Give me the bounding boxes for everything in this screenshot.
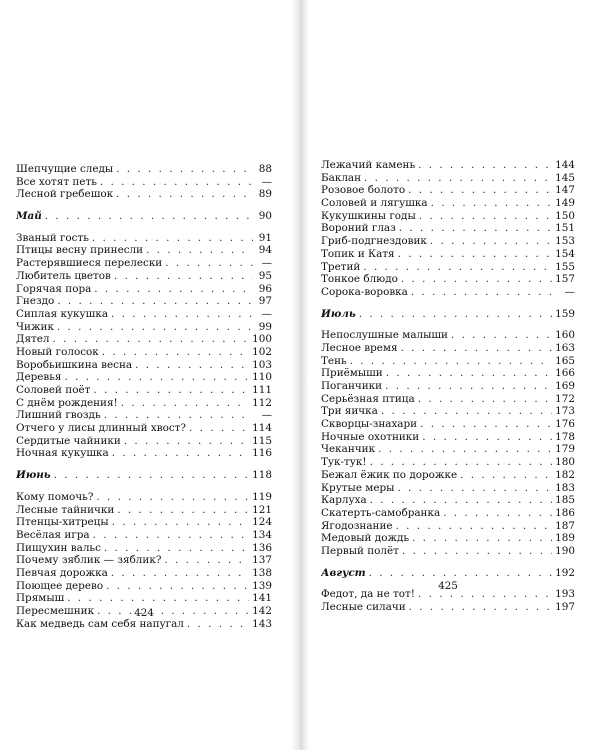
toc-entry bbox=[321, 261, 575, 274]
toc-entry-page: 160 bbox=[555, 329, 575, 342]
dot-leader bbox=[54, 469, 250, 482]
toc-entry-title: Чеканчик bbox=[321, 443, 376, 456]
toc-entry bbox=[16, 592, 272, 605]
toc-entry bbox=[321, 494, 575, 507]
toc-entry-page: 112 bbox=[252, 396, 272, 409]
dot-leader bbox=[116, 163, 253, 176]
dot-leader bbox=[419, 210, 552, 223]
dot-leader bbox=[431, 197, 553, 210]
toc-entry-title: Вороний глаз bbox=[321, 222, 396, 235]
toc-entry-title: Федот, да не тот! bbox=[321, 588, 415, 601]
dot-leader bbox=[165, 257, 253, 270]
dot-leader bbox=[370, 456, 553, 469]
toc-entry bbox=[16, 504, 272, 517]
dot-leader bbox=[422, 431, 552, 444]
dot-leader bbox=[408, 184, 552, 197]
toc-entry bbox=[321, 405, 575, 418]
toc-entry-page: 88 bbox=[258, 163, 272, 175]
toc-entry-title: Деревья bbox=[16, 371, 62, 384]
toc-entry-title: Розовое болото bbox=[321, 184, 406, 197]
dot-leader bbox=[117, 504, 249, 517]
toc-entry bbox=[16, 244, 272, 257]
dot-leader bbox=[385, 380, 552, 393]
toc-entry-title: Непослушные малыши bbox=[321, 329, 448, 342]
dot-leader bbox=[369, 567, 552, 580]
toc-entry-page: 144 bbox=[555, 159, 575, 171]
toc-entry bbox=[16, 176, 272, 189]
toc-entry-page: 96 bbox=[258, 282, 272, 295]
toc-entry-page: 134 bbox=[252, 528, 272, 541]
toc-entry bbox=[321, 367, 575, 380]
toc-entry-title: Птенцы-хитрецы bbox=[16, 516, 109, 529]
dot-leader bbox=[102, 346, 249, 359]
toc-entry bbox=[321, 431, 575, 444]
toc-entry bbox=[16, 580, 272, 593]
toc-entry-title: Бежал ёжик по дорожке bbox=[321, 468, 458, 481]
toc-entry bbox=[321, 184, 575, 197]
dot-leader bbox=[135, 359, 249, 372]
toc-entry-title: Гнездо bbox=[16, 295, 55, 308]
toc-entry-title: Весёлая игра bbox=[16, 528, 90, 541]
toc-entry-title: Певчая дорожка bbox=[16, 566, 108, 579]
toc-entry bbox=[16, 371, 272, 384]
toc-entry-page: 159 bbox=[555, 307, 575, 320]
toc-entry-page: 185 bbox=[555, 494, 575, 507]
dot-leader bbox=[381, 405, 552, 418]
toc-entry-page: 94 bbox=[258, 244, 272, 257]
toc-entry-page: 197 bbox=[555, 601, 575, 613]
toc-entry bbox=[16, 397, 272, 410]
toc-entry-page: 183 bbox=[555, 481, 575, 494]
dot-leader bbox=[370, 494, 552, 507]
toc-entry bbox=[16, 321, 272, 334]
toc-entry bbox=[321, 545, 575, 558]
toc-entry bbox=[321, 355, 575, 368]
dot-leader bbox=[116, 188, 253, 201]
toc-entry-title: Ночные охотники bbox=[321, 430, 420, 443]
dot-leader bbox=[418, 393, 552, 406]
dot-leader bbox=[451, 329, 552, 342]
toc-entry-title: Июнь bbox=[16, 469, 51, 482]
dot-leader bbox=[93, 529, 250, 542]
toc-entry-page: 163 bbox=[555, 341, 575, 354]
toc-entry-title: Лишний гвоздь bbox=[16, 409, 101, 422]
toc-entry-page: 91 bbox=[258, 231, 272, 244]
toc-entry-title: Новый голосок bbox=[16, 345, 99, 358]
toc-entry bbox=[321, 482, 575, 495]
dot-leader bbox=[399, 222, 552, 235]
toc-entry-page: 190 bbox=[555, 544, 575, 557]
toc-entry-page: 192 bbox=[555, 566, 575, 579]
toc-entry-title: Кукушкины годы bbox=[321, 209, 416, 222]
toc-entry-page: 149 bbox=[555, 197, 575, 210]
toc-entry bbox=[321, 159, 575, 172]
toc-entry-page: 157 bbox=[555, 273, 575, 286]
toc-entry bbox=[16, 409, 272, 422]
toc-entry-title: Все хотят петь bbox=[16, 175, 97, 188]
toc-entry-page: 137 bbox=[252, 554, 272, 567]
dot-leader bbox=[64, 371, 249, 384]
toc-entry-page: 145 bbox=[555, 171, 575, 184]
toc-entry-page: 142 bbox=[252, 605, 272, 617]
dot-leader bbox=[146, 244, 253, 257]
toc-entry-page: 150 bbox=[555, 209, 575, 222]
toc-entry bbox=[321, 469, 575, 482]
toc-entry-page: 172 bbox=[555, 392, 575, 405]
toc-entry-title: Баклан bbox=[321, 171, 362, 184]
dot-leader bbox=[363, 261, 552, 274]
toc-entry-title: Тук-тук! bbox=[321, 456, 367, 469]
dot-leader bbox=[359, 308, 552, 321]
toc-entry-page: 99 bbox=[258, 320, 272, 333]
toc-entry-title: Воробьишкина весна bbox=[16, 358, 133, 371]
left-page-number: 424 bbox=[134, 607, 154, 619]
toc-entry-title: Скатерть-самобранка bbox=[321, 506, 441, 519]
toc-entry-title: Медовый дождь bbox=[321, 532, 410, 545]
toc-entry bbox=[321, 222, 575, 235]
dot-leader bbox=[386, 367, 552, 380]
toc-entry-title: Лесные тайнички bbox=[16, 503, 115, 516]
toc-entry-title: Поющее дерево bbox=[16, 579, 104, 592]
toc-entry bbox=[321, 456, 575, 469]
toc-entry-title: Любитель цветов bbox=[16, 269, 111, 282]
toc-entry bbox=[16, 447, 272, 460]
toc-entry-page: 139 bbox=[252, 579, 272, 592]
toc-entry-title: Птицы весну принесли bbox=[16, 244, 144, 257]
toc-entry bbox=[16, 232, 272, 245]
right-page-toc bbox=[321, 159, 575, 614]
dot-leader bbox=[164, 554, 249, 567]
book-gutter bbox=[291, 0, 309, 750]
toc-entry-title: Три яичка bbox=[321, 405, 378, 418]
toc-entry-page: 143 bbox=[252, 617, 272, 630]
toc-entry-title: Топик и Катя bbox=[321, 247, 395, 260]
toc-entry-page: 116 bbox=[252, 447, 272, 460]
toc-entry-page: 90 bbox=[258, 210, 272, 223]
toc-entry-title: Третий bbox=[321, 260, 361, 273]
dot-leader bbox=[106, 580, 249, 593]
right-page-number: 425 bbox=[438, 580, 458, 592]
dot-leader bbox=[409, 601, 553, 614]
dot-leader bbox=[411, 286, 556, 299]
toc-entry bbox=[16, 257, 272, 270]
toc-month-heading bbox=[321, 567, 575, 580]
dot-leader bbox=[104, 542, 249, 555]
dot-leader bbox=[92, 232, 253, 245]
toc-entry bbox=[321, 342, 575, 355]
toc-entry-title: Сердитые чайники bbox=[16, 434, 121, 447]
toc-entry-title: Лежачий камень bbox=[321, 159, 416, 171]
toc-entry-page: 118 bbox=[252, 469, 272, 482]
toc-entry bbox=[16, 529, 272, 542]
toc-entry bbox=[16, 333, 272, 346]
toc-entry-page: 100 bbox=[252, 333, 272, 346]
toc-entry-title: Пищухин вальс bbox=[16, 541, 101, 554]
toc-entry-title: Первый полёт bbox=[321, 544, 399, 557]
toc-entry bbox=[16, 422, 272, 435]
toc-entry bbox=[16, 308, 272, 321]
dot-leader bbox=[430, 235, 552, 248]
dot-leader bbox=[378, 443, 552, 456]
toc-entry-title: Как медведь сам себя напугал bbox=[16, 617, 184, 630]
toc-entry-title: Приёмыши bbox=[321, 367, 383, 380]
toc-entry bbox=[321, 443, 575, 456]
toc-month-heading bbox=[16, 469, 272, 482]
toc-entry bbox=[16, 516, 272, 529]
dot-leader bbox=[111, 567, 249, 580]
dot-leader bbox=[57, 295, 253, 308]
dot-leader bbox=[189, 422, 249, 435]
toc-entry-title: Крутые меры bbox=[321, 481, 395, 494]
toc-entry-page: — bbox=[261, 409, 272, 422]
dot-leader bbox=[104, 409, 253, 422]
toc-entry-page: 119 bbox=[252, 490, 272, 503]
toc-entry bbox=[321, 286, 575, 299]
toc-entry-title: Тень bbox=[321, 354, 347, 367]
dot-leader bbox=[100, 176, 253, 189]
toc-entry bbox=[16, 283, 272, 296]
dot-leader bbox=[121, 397, 249, 410]
dot-leader bbox=[401, 342, 553, 355]
toc-entry-page: 155 bbox=[555, 260, 575, 273]
dot-leader bbox=[402, 545, 552, 558]
toc-entry-page: 176 bbox=[555, 418, 575, 431]
toc-entry-page: 153 bbox=[555, 235, 575, 248]
toc-entry-title: Скворцы-знахари bbox=[321, 418, 418, 431]
toc-entry bbox=[16, 491, 272, 504]
dot-leader bbox=[45, 210, 253, 223]
toc-entry-page: 187 bbox=[555, 519, 575, 532]
toc-entry-title: Пересмешник bbox=[16, 605, 95, 617]
toc-entry-title: Дятел bbox=[16, 333, 50, 346]
dot-leader bbox=[418, 159, 552, 172]
toc-entry-title: Почему зяблик — зяблик? bbox=[16, 554, 162, 567]
toc-entry-title: Чижик bbox=[16, 320, 54, 333]
toc-entry-title: Лесное время bbox=[321, 341, 398, 354]
toc-entry-title: Соловей и лягушка bbox=[321, 197, 428, 210]
toc-entry-page: 103 bbox=[252, 358, 272, 371]
toc-entry-page: — bbox=[261, 175, 272, 188]
dot-leader bbox=[401, 273, 552, 286]
toc-entry-title: Шепчущие следы bbox=[16, 163, 114, 175]
toc-entry bbox=[321, 210, 575, 223]
toc-entry bbox=[16, 188, 272, 201]
toc-entry bbox=[321, 329, 575, 342]
toc-entry-page: 138 bbox=[252, 566, 272, 579]
toc-entry-page: 154 bbox=[555, 247, 575, 260]
toc-entry-title: Лесные силачи bbox=[321, 601, 406, 613]
dot-leader bbox=[364, 172, 552, 185]
toc-entry-page: 165 bbox=[555, 354, 575, 367]
toc-entry-page: 182 bbox=[555, 468, 575, 481]
dot-leader bbox=[412, 532, 552, 545]
toc-month-heading bbox=[16, 210, 272, 223]
dot-leader bbox=[187, 618, 249, 631]
toc-entry bbox=[321, 235, 575, 248]
dot-leader bbox=[420, 418, 552, 431]
dot-leader bbox=[67, 592, 249, 605]
toc-entry bbox=[16, 359, 272, 372]
toc-entry-title: Ягодознание bbox=[321, 519, 393, 532]
dot-leader bbox=[114, 270, 253, 283]
toc-entry-page: 169 bbox=[555, 380, 575, 392]
toc-entry-title: Май bbox=[16, 210, 42, 223]
toc-entry bbox=[321, 418, 575, 431]
toc-entry-page: 179 bbox=[555, 443, 575, 456]
toc-entry bbox=[16, 384, 272, 397]
toc-entry bbox=[321, 393, 575, 406]
toc-entry-title: Ночная кукушка bbox=[16, 447, 109, 460]
toc-month-heading bbox=[321, 308, 575, 321]
toc-entry-page: 97 bbox=[258, 295, 272, 308]
toc-entry bbox=[321, 172, 575, 185]
toc-entry-page: 173 bbox=[555, 405, 575, 418]
toc-entry bbox=[16, 567, 272, 580]
toc-entry-title: Горячая пора bbox=[16, 282, 92, 295]
toc-entry-title: Серьёзная птица bbox=[321, 392, 415, 405]
toc-entry bbox=[16, 542, 272, 555]
toc-entry-page: 151 bbox=[555, 222, 575, 235]
toc-entry-page: 124 bbox=[252, 516, 272, 529]
toc-entry-title: Август bbox=[321, 566, 366, 579]
toc-entry-title: Отчего у лисы длинный хвост? bbox=[16, 422, 186, 435]
dot-leader bbox=[111, 308, 253, 321]
toc-entry-title: Гриб-подгнездовик bbox=[321, 235, 427, 248]
dot-leader bbox=[397, 482, 552, 495]
toc-entry-page: 115 bbox=[252, 434, 272, 447]
toc-entry-page: 114 bbox=[252, 422, 272, 435]
toc-entry-page: 166 bbox=[555, 367, 575, 380]
toc-entry-page: 141 bbox=[252, 592, 272, 605]
dot-leader bbox=[396, 520, 553, 533]
dot-leader bbox=[124, 435, 249, 448]
toc-entry-page: 147 bbox=[555, 184, 575, 197]
toc-entry bbox=[321, 532, 575, 545]
toc-entry bbox=[16, 435, 272, 448]
toc-entry bbox=[321, 507, 575, 520]
toc-entry bbox=[16, 346, 272, 359]
toc-entry-title: Поганчики bbox=[321, 380, 383, 392]
toc-entry-title: Званый гость bbox=[16, 231, 89, 244]
toc-entry-page: 180 bbox=[555, 456, 575, 469]
toc-entry-page: — bbox=[261, 307, 272, 320]
toc-entry-title: Прямыш bbox=[16, 592, 65, 605]
toc-entry-title: Карлуха bbox=[321, 494, 367, 507]
toc-entry-page: 89 bbox=[258, 188, 272, 201]
toc-entry-page: 193 bbox=[555, 588, 575, 601]
toc-entry-title: Соловей поёт bbox=[16, 384, 91, 396]
dot-leader bbox=[57, 321, 253, 334]
left-page-toc bbox=[16, 163, 272, 630]
toc-entry bbox=[16, 554, 272, 567]
toc-entry-page: 136 bbox=[252, 541, 272, 554]
toc-entry bbox=[321, 520, 575, 533]
dot-leader bbox=[112, 447, 249, 460]
toc-entry bbox=[16, 295, 272, 308]
dot-leader bbox=[93, 384, 249, 397]
dot-leader bbox=[96, 491, 249, 504]
dot-leader bbox=[53, 333, 250, 346]
toc-entry-page: 121 bbox=[252, 503, 272, 516]
toc-entry bbox=[16, 618, 272, 631]
toc-entry bbox=[321, 380, 575, 393]
toc-entry bbox=[321, 248, 575, 261]
toc-entry-title: Кому помочь? bbox=[16, 490, 94, 503]
toc-entry-page: 186 bbox=[555, 506, 575, 519]
toc-entry bbox=[16, 163, 272, 176]
dot-leader bbox=[94, 283, 253, 296]
toc-entry-title: С днём рождения! bbox=[16, 396, 118, 409]
toc-entry-title: Тонкое блюдо bbox=[321, 273, 398, 286]
toc-entry-page: — bbox=[564, 285, 575, 298]
toc-entry-page: — bbox=[261, 257, 272, 270]
toc-entry bbox=[321, 601, 575, 614]
toc-entry-page: 110 bbox=[252, 371, 272, 384]
toc-entry-page: 178 bbox=[555, 430, 575, 443]
toc-entry-title: Лесной гребешок bbox=[16, 188, 114, 201]
toc-entry-page: 189 bbox=[555, 532, 575, 545]
toc-entry-page: 95 bbox=[258, 269, 272, 282]
toc-entry bbox=[321, 273, 575, 286]
toc-entry-title: Растерявшиеся перелески bbox=[16, 257, 163, 270]
toc-entry-page: 111 bbox=[252, 384, 272, 396]
dot-leader bbox=[350, 355, 552, 368]
dot-leader bbox=[112, 516, 250, 529]
dot-leader bbox=[443, 507, 552, 520]
toc-entry bbox=[16, 270, 272, 283]
dot-leader bbox=[460, 469, 552, 482]
toc-entry bbox=[321, 197, 575, 210]
toc-entry-page: 102 bbox=[252, 345, 272, 358]
dot-leader bbox=[398, 248, 553, 261]
toc-entry-title: Июль bbox=[321, 307, 356, 320]
toc-entry-title: Сорока-воровка bbox=[321, 285, 408, 298]
toc-entry-title: Сиплая кукушка bbox=[16, 307, 109, 320]
